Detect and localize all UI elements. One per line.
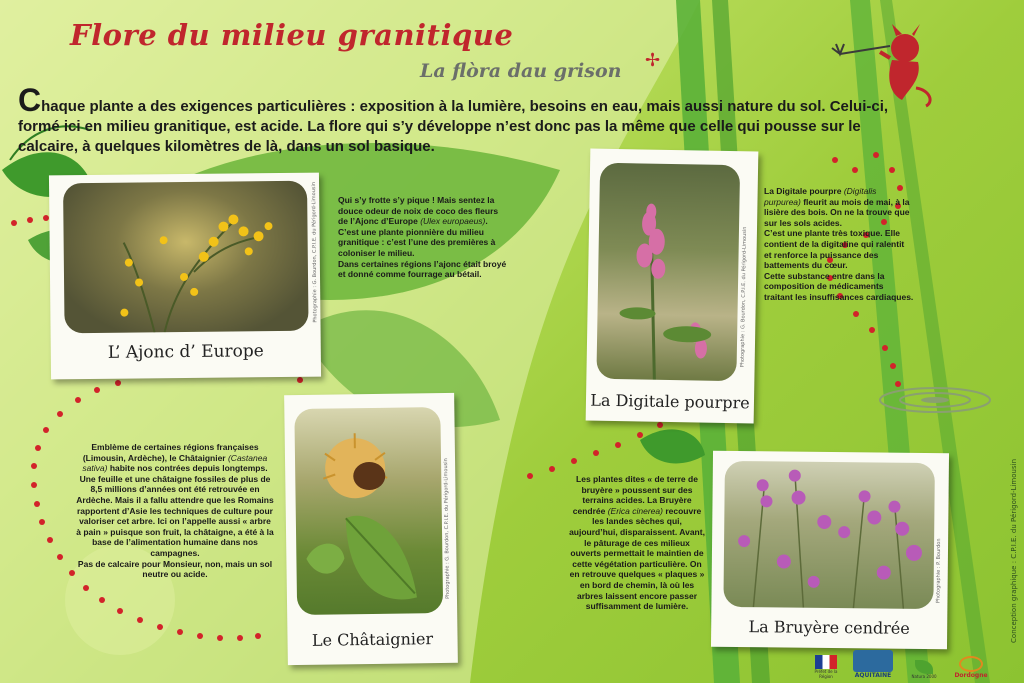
photo-ajonc	[63, 181, 309, 334]
foxglove-illustration	[596, 163, 740, 381]
logo-dordogne-label: Dordogne	[954, 672, 988, 679]
photo-credit-bruyere: Photographie : P. Bourdon	[935, 538, 943, 604]
text-digitale-p2: C’est une plante très toxique. Elle contient de la digitaline qui ralentit et renforce la puissance des battements du cœur.	[764, 228, 905, 271]
text-ajonc	[338, 195, 510, 280]
text-bruyere-p1b: recouvre les landes sèches qui, aujourd’hui, disparaissent. Avant, le pâturage de ces milieux ouverts permettait le maintien de cette végétation particulière. On en retrouve quelques « plaques » en bord de chemin, là où les arbres laissent encore passer suffisamment de lumière.	[569, 505, 705, 612]
card-bruyere	[711, 451, 949, 649]
text-ajonc-p2: C’est une plante pionnière du milieu granitique : c’est l’une des premières à coloniser le milieu.	[338, 226, 496, 258]
page-title: Flore du milieu granitique	[70, 18, 514, 52]
text-digitale-p3: Cette substance entre dans la composition de médicaments traitant les insuffisances cardiaques.	[764, 270, 914, 302]
caption-bruyere: La Bruyère cendrée	[748, 617, 910, 638]
text-chataignier-p1a: Emblème de certaines régions françaises (Limousin, Ardèche), le Châtaignier	[82, 442, 259, 463]
card-ajonc	[49, 173, 321, 380]
photo-bruyere	[723, 461, 935, 609]
occitan-cross-icon: ✢	[645, 50, 661, 71]
text-digitale-p1b: fleurit au mois de mai, à la lisière des bois. On ne la trouve que sur les sols acides.	[764, 196, 910, 228]
conception-credit: Conception graphique : C.P.I.E. du Périgord-Limousin	[1010, 459, 1018, 643]
logo-natura-label: Natura 2000	[911, 674, 937, 679]
text-digitale-p1a: La Digitale pourpre	[764, 186, 844, 196]
intro-text: haque plante a des exigences particulières : exposition à la lumière, besoins en eau, mais aussi nature du sol. Celui-ci, formé ici en milieu granitique, est acide. La flore qui s’y développe n’est donc pas la même que celle qui pousse sur le calcaire, à quelques kilomètres de là, dans un sol basique.	[18, 98, 889, 155]
photo-credit-ajonc: Photographie : G. Bourdon, C.P.I.E. du Périgord-Limousin	[311, 181, 319, 323]
text-digitale	[764, 186, 914, 303]
text-digitale-latin: (Digitalis purpurea)	[764, 186, 877, 207]
caption-ajonc: L’ Ajonc d’ Europe	[107, 341, 264, 363]
card-digitale	[586, 149, 759, 424]
logo-natura	[904, 660, 944, 679]
gorse-flowers-illustration	[63, 181, 309, 334]
text-bruyere-latin: (Erica cinerea)	[607, 505, 663, 516]
logo-dordogne	[948, 656, 994, 679]
text-chataignier-p2: Pas de calcaire pour Monsieur, non, mais un sol neutre ou acide.	[77, 558, 273, 580]
photo-chataignier	[294, 407, 443, 615]
page-subtitle: La flòra dau grison	[420, 60, 622, 82]
intro-drop-cap: C	[18, 82, 42, 118]
logo-state	[808, 655, 844, 679]
heather-illustration	[723, 461, 935, 609]
text-chataignier	[76, 442, 274, 580]
text-bruyere	[568, 474, 706, 612]
photo-digitale	[596, 163, 740, 381]
intro-paragraph	[18, 82, 908, 157]
logo-aquitaine	[848, 650, 898, 679]
text-chataignier-latin: (Castanea sativa)	[82, 452, 268, 474]
text-bruyere-p1a: Les plantes dites « de terre de bruyère » poussent sur des terrains acides. La Bruyère cendrée	[572, 474, 698, 516]
photo-credit-chataignier: Photographie : G. Bourdon, C.P.I.E. du Périgord-Limousin	[443, 458, 451, 599]
logo-aquitaine-label: AQUITAINE	[854, 672, 892, 679]
text-ajonc-p1a: Qui s’y frotte s’y pique ! Mais sentez la douce odeur de noix de coco des fleurs de l’Ajonc d’Europe	[338, 195, 499, 227]
dordogne-swirl-icon	[959, 656, 983, 672]
text-ajonc-p3: Dans certaines régions l’ajonc était broyé et donné comme fourrage au bétail.	[338, 258, 507, 280]
text-ajonc-latin: (Ulex europaeus)	[420, 216, 486, 227]
text-chataignier-p1b: habite nos contrées depuis longtemps. Une feuille et une châtaigne fossiles de plus de 8,5 millions d’années ont été retrouvée en Ardèche. Mais il a fallu attendre que les Romains rapportent d’Asie les techniques de culture pour valoriser cet arbre. Ici on l’appelle aussi « arbre à pain » puisque son fruit, la châtaigne, a été à la base de l’alimentation humaine dans nos campagnes.	[76, 463, 274, 558]
caption-chataignier: Le Châtaignier	[311, 629, 434, 650]
natura-leaf-icon	[915, 660, 933, 674]
chestnut-illustration	[294, 407, 443, 615]
photo-credit-digitale: Photographie : G. Bourdon, C.P.I.E. du Périgord-Limousin	[739, 226, 749, 368]
flag-icon	[815, 655, 837, 669]
aquitaine-emblem-icon	[853, 650, 893, 672]
text-ajonc-p1b: .	[485, 216, 488, 227]
card-chataignier	[284, 393, 458, 665]
logo-state-label: Préfet de la Région	[814, 669, 838, 679]
caption-digitale: La Digitale pourpre	[590, 390, 750, 413]
